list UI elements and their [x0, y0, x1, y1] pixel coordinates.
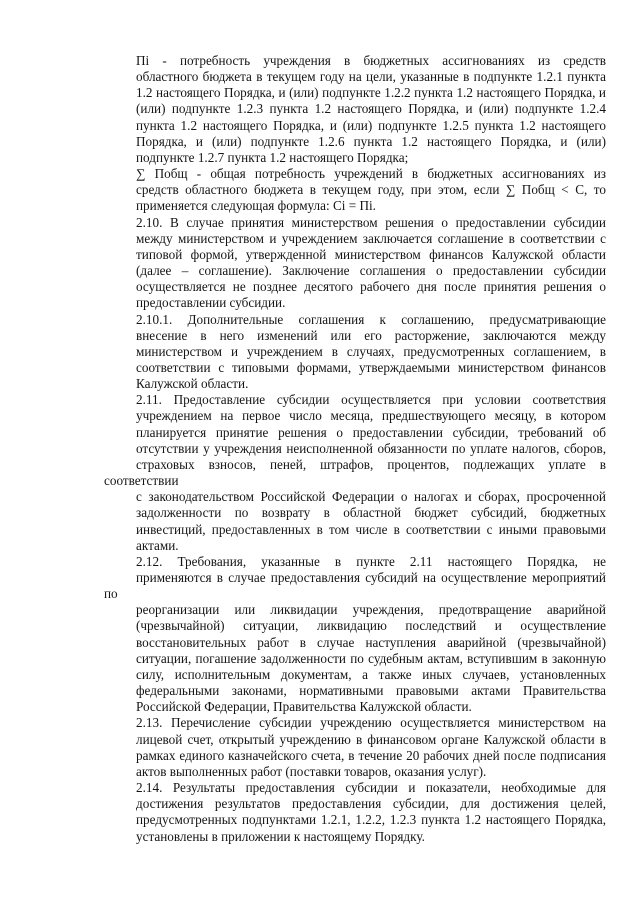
text-line: страховых взносов, пеней, штрафов, процентов, подлежащих уплате в соответствии — [104, 456, 606, 489]
text-line: 2.14. Результаты предоставления субсидии и показатели, необходимые для — [136, 780, 606, 796]
text-line: отсутствии у учреждения неисполненной обязанности по уплате налогов, сборов, — [136, 440, 606, 456]
text-line: соответствии с типовыми формами, утверждаемыми министерством финансов — [136, 359, 606, 375]
paragraph-clause-2-13 — [104, 715, 606, 780]
document-page — [104, 53, 606, 845]
paragraph-def-pobsh — [104, 166, 606, 214]
text-line: учреждением на первое число месяца, предшествующего месяцу, в котором — [136, 408, 606, 424]
text-line: средств областного бюджета в текущем году, при этом, если ∑ Побщ < С, то — [136, 182, 606, 198]
text-line: установлены в приложении к настоящему Порядку. — [136, 828, 425, 844]
text-line: подпункте 1.2.7 пункта 1.2 настоящего Порядка; — [136, 149, 409, 165]
paragraph-clause-2-10-1 — [104, 312, 606, 393]
paragraph-clause-2-11 — [104, 392, 606, 554]
text-line: задолженности по возврату в областной бюджет субсидий, бюджетных — [136, 505, 606, 521]
text-line: 2.10.1. Дополнительные соглашения к соглашению, предусматривающие — [136, 311, 606, 327]
text-line: типовой формой, утвержденной министерством финансов Калужской области — [136, 246, 606, 262]
text-line: (далее – соглашение). Заключение соглашения о предоставлении субсидии — [136, 263, 606, 279]
text-line: (чрезвычайной) ситуации, ликвидацию последствий и осуществление — [136, 618, 606, 634]
text-line: Калужской области. — [136, 376, 249, 392]
text-line: осуществляется не позднее десятого рабочего дня после принятия решения о — [136, 279, 606, 295]
text-line: рамках единого казначейского счета, в течение 20 рабочих дней после подписания — [136, 747, 606, 763]
text-line: 1.2 настоящего Порядка, и (или) подпункте 1.2.2 пункта 1.2 настоящего Порядка, и — [136, 85, 606, 101]
text-line: Порядка, и (или) подпункте 1.2.6 пункта 1.2 настоящего Порядка, и (или) — [136, 133, 606, 149]
text-line: внесение в него изменений или его расторжение, заключаются между — [136, 327, 606, 343]
text-line: восстановительных работ в случае наступления аварийной (чрезвычайной) — [136, 634, 606, 650]
paragraph-clause-2-10 — [104, 215, 606, 312]
text-line: министерством и учреждением в случаях, предусмотренных соглашением, в — [136, 343, 606, 359]
text-line: ∑ Побщ - общая потребность учреждений в бюджетных ассигнованиях из — [136, 166, 606, 182]
paragraph-clause-2-12 — [104, 554, 606, 716]
text-line: ситуации, погашение задолженности по судебным актам, вступившим в законную — [136, 650, 606, 666]
text-line: актами. — [136, 537, 179, 553]
text-line: предусмотренных подпунктами 1.2.1, 1.2.2, 1.2.3 пункта 1.2 настоящего Порядка, — [136, 812, 606, 828]
text-line: достижения результатов предоставления субсидии, для достижения целей, — [136, 796, 606, 812]
text-line: инвестиций, предоставленных в том числе в соответствии с иными правовыми — [136, 521, 606, 537]
text-line: 2.10. В случае принятия министерством решения о предоставлении субсидии — [136, 214, 606, 230]
text-line: Российской Федерации, Правительства Калужской области. — [136, 699, 472, 715]
text-line: актов выполненных работ (поставки товаров, оказания услуг). — [136, 763, 487, 779]
text-line: реорганизации или ликвидации учреждения, предотвращение аварийной — [136, 602, 606, 618]
text-line: Пi - потребность учреждения в бюджетных ассигнованиях из средств — [136, 53, 606, 68]
text-line: (или) подпункте 1.2.3 пункта 1.2 настоящего Порядка, и (или) подпункте 1.2.4 — [136, 101, 606, 117]
text-line: с законодательством Российской Федерации о налогах и сборах, просроченной — [136, 489, 606, 505]
text-line: пункта 1.2 настоящего Порядка, и (или) подпункте 1.2.5 пункта 1.2 настоящего — [136, 117, 606, 133]
text-line: между министерством и учреждением заключается соглашение в соответствии с — [136, 230, 606, 246]
text-line: федеральными законами, нормативными правовыми актами Правительства — [136, 683, 606, 699]
text-line: применяется следующая формула: Сi = Пi. — [136, 198, 376, 214]
text-line: силу, исполнительным документам, а также иных случаев, установленных — [136, 666, 606, 682]
paragraph-def-pi — [104, 53, 606, 166]
text-line: 2.13. Перечисление субсидии учреждению осуществляется министерством на — [136, 715, 606, 731]
text-line: применяются в случае предоставления субсидий на осуществление мероприятий по — [104, 570, 606, 602]
text-line: 2.12. Требования, указанные в пункте 2.11 настоящего Порядка, не — [136, 553, 606, 569]
paragraph-clause-2-14 — [104, 780, 606, 845]
text-line: планируется принятие решения о предоставлении субсидии, требований об — [136, 424, 606, 440]
text-line: лицевой счет, открытый учреждению в финансовом органе Калужской области в — [136, 731, 606, 747]
text-line: 2.11. Предоставление субсидии осуществляется при условии соответствия — [136, 392, 606, 408]
text-line: областного бюджета в текущем году на цели, указанные в подпункте 1.2.1 пункта — [136, 69, 606, 85]
text-line: предоставлении субсидии. — [136, 295, 286, 311]
